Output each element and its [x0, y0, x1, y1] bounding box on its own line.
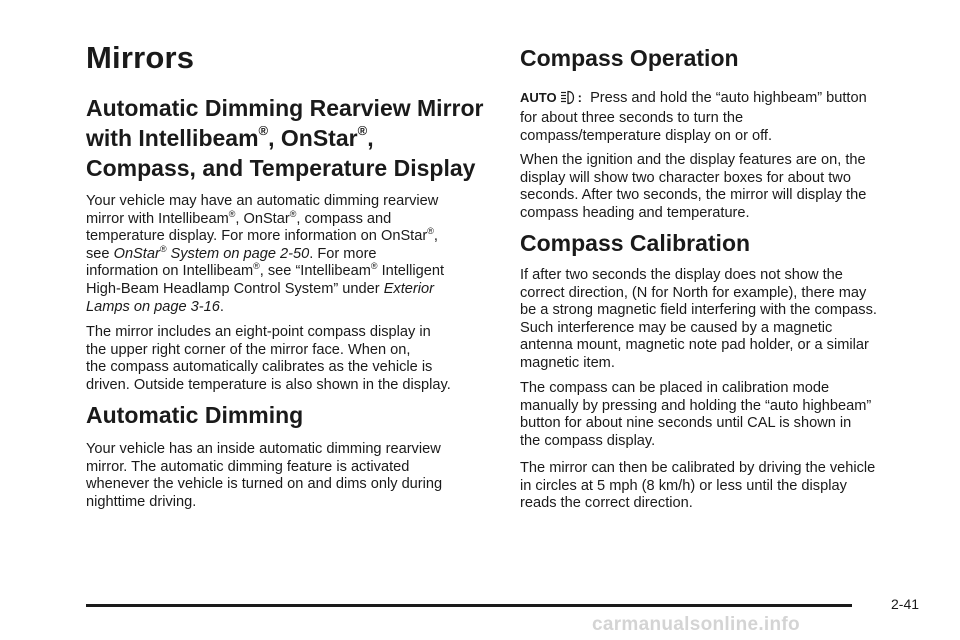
- calibration-paragraph-2: The compass can be placed in calibration mode manually by pressing and holding the “auto highbeam” button for about nine seconds until CAL is shown in the compass display.: [520, 380, 872, 449]
- heading-compass-calibration: Compass Calibration: [520, 230, 751, 256]
- calibration-paragraph-1: If after two seconds the display does not show the correct direction, (N for North for example), there may be a strong magnetic field interfering with the compass. Such interference may be caused by a magnetic antenna mount, magnetic note pad holder, or a similar magnetic item.: [520, 267, 877, 371]
- heading-line-3: Compass, and Temperature Display: [86, 155, 476, 181]
- section-heading-rearview-mirror: [86, 94, 506, 183]
- calibration-paragraph-3: The mirror can then be calibrated by driving the vehicle in circles at 5 mph (8 km/h) or less until the display reads the correct direction.: [520, 460, 876, 512]
- compass-description-paragraph: The mirror includes an eight-point compass display in the upper right corner of the mirror face. When on, the compass automatically calibrates as the vehicle is driven. Outside temperature is also shown in the display.: [86, 324, 451, 393]
- heading-compass-operation: Compass Operation: [520, 45, 739, 71]
- watermark-brand: carmanualsonline.info: [592, 614, 800, 635]
- onstar-reference-link[interactable]: OnStar® System on page 2-50: [113, 243, 310, 262]
- page-number: 2-41: [891, 596, 920, 612]
- heading-line-1: Automatic Dimming Rearview Mirror: [86, 95, 484, 121]
- auto-highbeam-icon: [560, 90, 575, 110]
- auto-label: AUTO: [520, 90, 557, 105]
- auto-button-paragraph: AUTO : Press and hold the “auto highbeam” button for about three seconds to turn the compass/temperature display on or off.: [520, 90, 867, 144]
- heading-automatic-dimming: Automatic Dimming: [86, 402, 304, 428]
- ignition-paragraph: When the ignition and the display features are on, the display will show two character boxes for about two seconds. After two seconds, the mirror will display the compass heading and temperature.: [520, 152, 867, 221]
- intro-paragraph: Your vehicle may have an automatic dimming rearview mirror with Intellibeam®, OnStar®, compass and temperature display. For more information on OnStar®, see OnStar® System on page 2-50. For more information on Intellibeam®, see “Intellibeam® Intelligent High-Beam Headlamp Control System” under Exterior Lamps on page 3-16.: [86, 193, 445, 315]
- footer-rule: [86, 604, 852, 607]
- exterior-lamps-link[interactable]: Exterior: [383, 280, 434, 297]
- exterior-lamps-link-cont[interactable]: Lamps on page 3-16: [86, 298, 220, 315]
- dimming-paragraph: Your vehicle has an inside automatic dimming rearview mirror. The automatic dimming feature is activated whenever the vehicle is turned on and dims only during nighttime driving.: [86, 441, 443, 510]
- page-title: Mirrors: [86, 40, 195, 75]
- heading-line-2: with Intellibeam®, OnStar®,: [86, 123, 374, 151]
